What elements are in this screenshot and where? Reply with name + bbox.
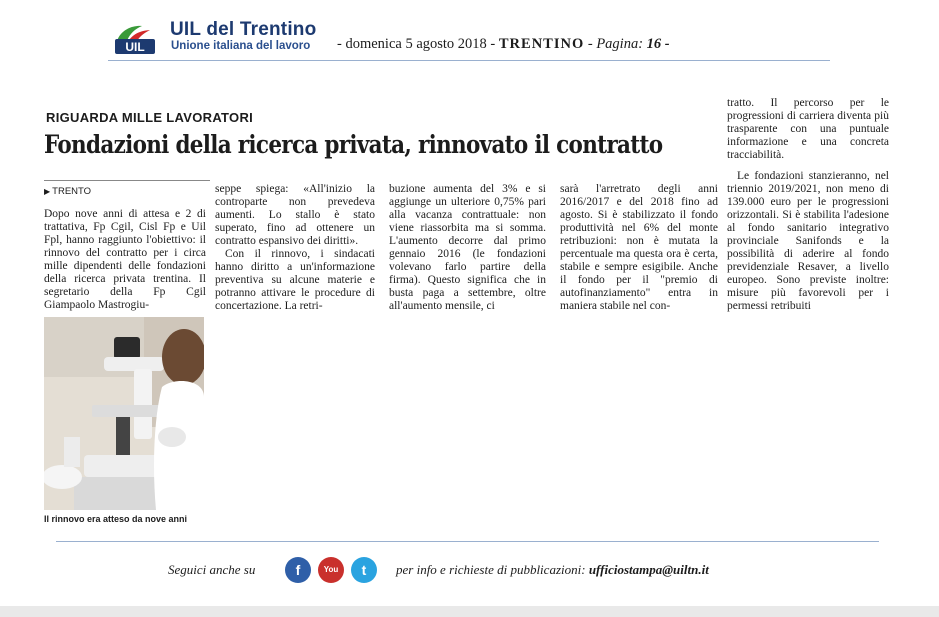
twitter-icon[interactable]: t: [351, 557, 377, 583]
column-text: sarà l'arretrato degli anni 2016/2017 e del 2018 fino ad agosto. Si è stabilizzato il fondo produttività nel 6% del monte retribuzioni: non è mutata la percentuale ma questa ora è certa, stabile e sempre esigibile. Anche il fondo per il "premio di autofinanziamento" entra in maniera stabile nel con-: [560, 183, 718, 312]
page-number: 16 -: [646, 36, 670, 52]
follow-label: Seguici anche su: [168, 562, 256, 577]
microscope-photo: [44, 317, 204, 510]
column-text: buzione aumenta del 3% e si aggiunge un ulteriore 0,75% pari alla vacanza contrattuale: non viene riassorbita ma si somma. L'aumento decorre dal primo gennaio 2016 (le fondazioni volevano farlo partire della firma). Questo significa che in busta paga a settembre, oltre all'aumento mensile, ci: [389, 183, 546, 312]
article-column-1: [44, 208, 206, 312]
logo-wordmark: UIL: [125, 40, 145, 54]
article-kicker: RIGUARDA MILLE LAVORATORI: [46, 110, 254, 125]
column-text: Dopo nove anni di attesa e 2 di trattativa, Fp Cgil, Cisl Fp e Uil Fpl, hanno raggiunto l'obiettivo: il rinnovo del contratto per i circa mille dipendenti delle fondazioni della ricerca privata trentina. Il segretario della Fp Cgil Giampaolo Mastrogiu-: [44, 208, 206, 311]
uil-logo: [112, 22, 158, 56]
article-headline: Fondazioni della ricerca privata, rinnovato il contratto: [44, 130, 663, 159]
triangle-marker-icon: ▶: [44, 187, 51, 196]
contact-email[interactable]: ufficiostampa@uiltn.it: [588, 562, 709, 577]
youtube-icon[interactable]: You Tube: [318, 557, 344, 583]
info-label: per info e richieste di pubblicazioni:: [396, 562, 586, 577]
photo-caption: Il rinnovo era atteso da nove anni: [44, 514, 188, 524]
article-column-5-top: [727, 97, 889, 162]
column-text: Le fondazioni stanzieranno, nel triennio 2019/2021, non meno di 139.000 euro per le progressioni orizzontali. Si è stabilita l'adesione al fondo sanitario integrativo provinciale Sanifonds e la possibilità di aderire al fondo previdenziale Resaver, a livello europeo. Sono previste inoltre: misure più favorevoli per i permessi retribuiti: [727, 170, 889, 312]
dateline: [44, 186, 91, 197]
article-column-5-bottom: [727, 170, 889, 313]
facebook-icon[interactable]: f: [285, 557, 311, 583]
header-rule: [108, 60, 830, 61]
column-text: Con il rinnovo, i sindacati hanno diritto a un'informazione preventiva su alcune materie e potranno attivare le procedure di concertazione. La retri-: [215, 248, 375, 312]
column-text: tratto. Il percorso per le progressioni di carriera diventa più trasparente con una puntuale informazione e una concreta tracciabilità.: [727, 97, 889, 161]
publication-date: - domenica 5 agosto 2018 -: [337, 36, 496, 52]
dateline-rule: [44, 180, 210, 181]
footer-info: [396, 562, 709, 578]
publication-meta: [337, 36, 670, 53]
article-photo: [44, 317, 204, 510]
dateline-city: TRENTO: [52, 186, 92, 197]
column-text: seppe spiega: «All'inizio la controparte non prevedeva aumenti. Lo stallo è stato superato, fino ad ottenere un contratto espansivo dei diritti».: [215, 183, 375, 247]
page-label: - Pagina:: [587, 36, 644, 52]
org-subtitle: Unione italiana del lavoro: [171, 40, 311, 52]
publication-name: TRENTINO: [498, 36, 585, 52]
bottom-band: [0, 606, 939, 617]
uil-logo-mark: [112, 22, 158, 56]
org-name: UIL del Trentino: [170, 19, 317, 40]
footer-rule: [56, 541, 879, 542]
article-column-3: [389, 183, 546, 313]
article-column-2: [215, 183, 375, 313]
article-column-4: [560, 183, 718, 313]
